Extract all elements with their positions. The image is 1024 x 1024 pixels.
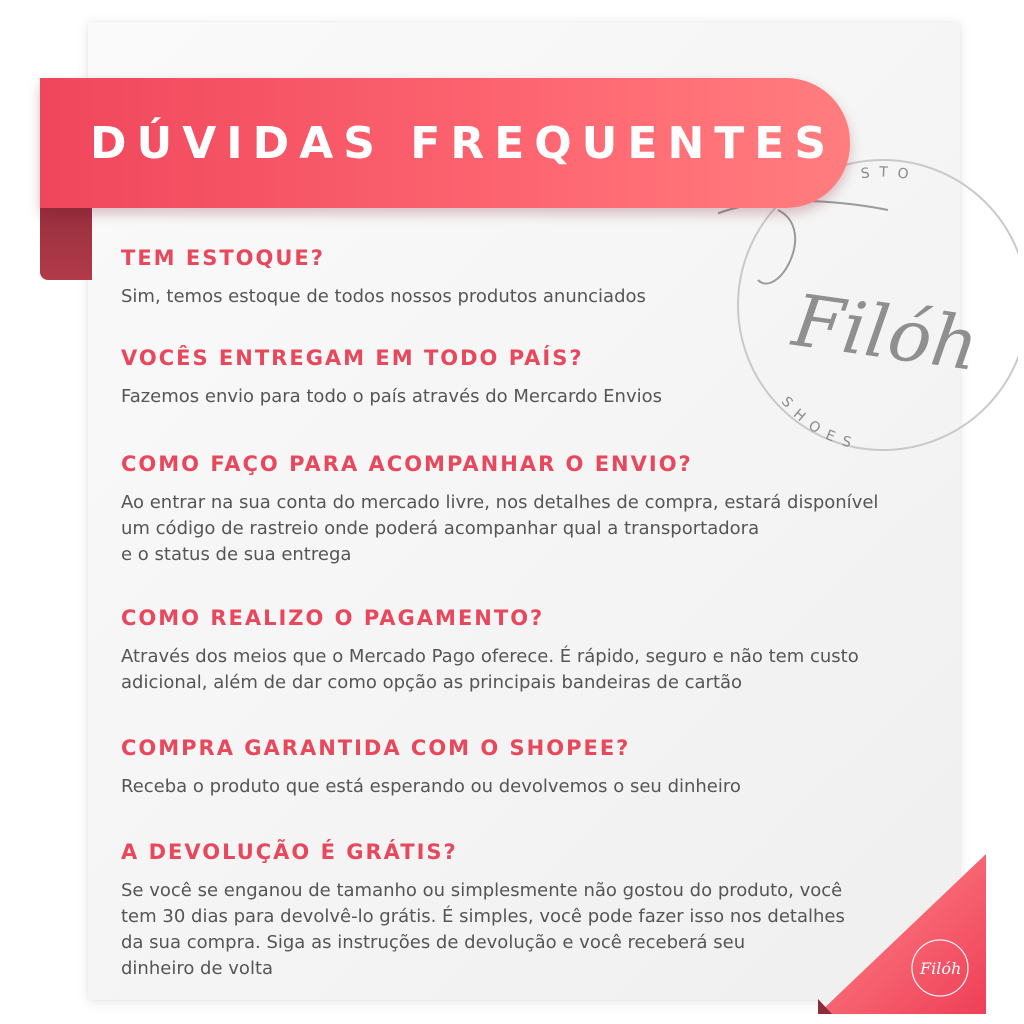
faq-item-guarantee [121, 736, 941, 800]
answer-line: Sim, temos estoque de todos nossos produtos anunciados [121, 286, 646, 307]
faq-answer [121, 384, 941, 410]
answer-line: dinheiro de volta [121, 958, 274, 979]
faq-item-payment [121, 606, 941, 696]
logo-script: Filóh [787, 277, 984, 388]
answer-line: tem 30 dias para devolvê-lo grátis. É simples, você pode fazer isso nos detalhes [121, 906, 845, 927]
answer-line: Receba o produto que está esperando ou devolvemos o seu dinheiro [121, 776, 741, 797]
faq-answer [121, 284, 941, 310]
answer-line: Fazemos envio para todo o país através do Mercardo Envios [121, 386, 663, 407]
faq-item-delivery [121, 346, 941, 410]
faq-item-stock [121, 246, 941, 310]
faq-answer [121, 774, 941, 800]
page-title: DÚVIDAS FREQUENTES [90, 117, 837, 169]
faq-question: A DEVOLUÇÃO É GRÁTIS? [121, 840, 458, 864]
title-banner [40, 78, 850, 208]
folded-corner [818, 854, 986, 1014]
answer-line: um código de rastreio onde poderá acompanhar qual a transportadora [121, 518, 760, 539]
faq-question: COMO REALIZO O PAGAMENTO? [121, 606, 545, 630]
answer-line: Através dos meios que o Mercado Pago oferece. É rápido, seguro e não tem custo [121, 646, 859, 667]
faq-question: VOCÊS ENTREGAM EM TODO PAÍS? [121, 346, 584, 370]
logo-arc-bottom: SHOES [777, 393, 862, 454]
faq-question: COMO FAÇO PARA ACOMPANHAR O ENVIO? [121, 452, 693, 476]
corner-logo-script: Filóh [920, 959, 962, 978]
faq-answer [121, 490, 941, 568]
logo-arc-top: STO [860, 164, 919, 185]
faq-question: COMPRA GARANTIDA COM O SHOPEE? [121, 736, 631, 760]
faq-answer [121, 644, 941, 696]
answer-line: e o status de sua entrega [121, 544, 352, 565]
faq-item-tracking [121, 452, 941, 568]
answer-line: da sua compra. Siga as instruções de devolução e você receberá seu [121, 932, 746, 953]
answer-line: adicional, além de dar como opção as principais bandeiras de cartão [121, 672, 743, 693]
svg-text:STO [860, 164, 919, 184]
answer-line: Ao entrar na sua conta do mercado livre, nos detalhes de compra, estará disponível [121, 492, 879, 513]
faq-question: TEM ESTOQUE? [121, 246, 325, 270]
answer-line: Se você se enganou de tamanho ou simplesmente não gostou do produto, você [121, 880, 843, 901]
